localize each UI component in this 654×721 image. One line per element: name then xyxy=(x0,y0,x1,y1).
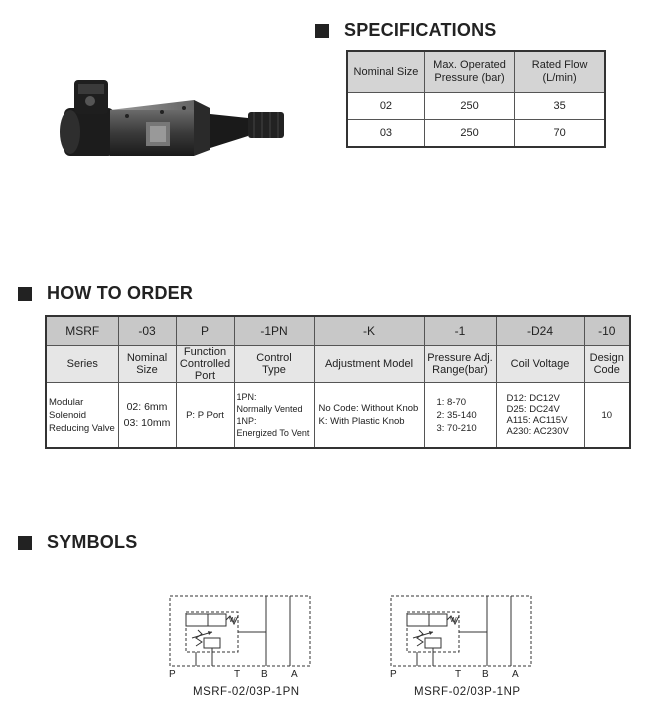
value-nominal-size: 02: 6mm 03: 10mm xyxy=(118,383,176,449)
value-row xyxy=(46,383,630,449)
port-label-b: B xyxy=(482,669,489,680)
value-design-code: 10 xyxy=(584,383,630,449)
spring-label: W xyxy=(229,617,236,624)
label-coil-voltage: Coil Voltage xyxy=(496,346,584,383)
table-row xyxy=(347,93,605,120)
header-max-pressure: Max. Operated Pressure (bar) xyxy=(424,51,514,93)
header-rated-flow: Rated Flow (L/min) xyxy=(515,51,605,93)
port-label-p: P xyxy=(169,669,176,680)
label-series: Series xyxy=(46,346,118,383)
code-cell: -1PN xyxy=(234,316,314,346)
code-row xyxy=(46,316,630,346)
code-cell: -1 xyxy=(424,316,496,346)
code-cell: MSRF xyxy=(46,316,118,346)
value-coil-voltage: D12: DC12V D25: DC24V A115: AC115V A230: AC230V xyxy=(496,383,584,449)
cell: 03 xyxy=(347,120,424,148)
order-code-table xyxy=(45,315,631,449)
label-pressure-range: Pressure Adj. Range(bar) xyxy=(424,346,496,383)
hydraulic-symbol-1np xyxy=(389,594,535,684)
cell: 250 xyxy=(424,93,514,120)
port-label-p: P xyxy=(390,669,397,680)
value-adjustment-model: No Code: Without Knob K: With Plastic Knob xyxy=(314,383,424,449)
port-label-a: A xyxy=(291,669,298,680)
cell: 70 xyxy=(515,120,605,148)
product-photo xyxy=(52,68,296,168)
cell: 250 xyxy=(424,120,514,148)
port-label-t: T xyxy=(234,669,241,680)
label-control-type: Control Type xyxy=(234,346,314,383)
value-control-type: 1PN: Normally Vented 1NP: Energized To Vent xyxy=(234,383,314,449)
code-cell: -10 xyxy=(584,316,630,346)
port-label-b: B xyxy=(261,669,268,680)
cell: 02 xyxy=(347,93,424,120)
value-series: Modular Solenoid Reducing Valve xyxy=(46,383,118,449)
code-cell: P xyxy=(176,316,234,346)
symbol-label-1np: MSRF-02/03P-1NP xyxy=(414,686,521,698)
symbol-label-1pn: MSRF-02/03P-1PN xyxy=(193,686,300,698)
specifications-table xyxy=(346,50,606,148)
label-row xyxy=(46,346,630,383)
port-label-a: A xyxy=(512,669,519,680)
table-header-row xyxy=(347,51,605,93)
heading-square-icon xyxy=(18,287,32,301)
label-adjustment-model: Adjustment Model xyxy=(314,346,424,383)
label-function-port: Function Controlled Port xyxy=(176,346,234,383)
heading-square-icon xyxy=(18,536,32,550)
table-row xyxy=(347,120,605,148)
label-design-code: Design Code xyxy=(584,346,630,383)
symbols-heading: SYMBOLS xyxy=(18,532,137,553)
code-cell: -D24 xyxy=(496,316,584,346)
how-to-order-heading: HOW TO ORDER xyxy=(18,283,193,304)
code-cell: -03 xyxy=(118,316,176,346)
label-nominal-size: Nominal Size xyxy=(118,346,176,383)
port-label-t: T xyxy=(455,669,462,680)
heading-square-icon xyxy=(315,24,329,38)
cell: 35 xyxy=(515,93,605,120)
spring-label: W xyxy=(450,617,457,624)
hydraulic-symbol-1pn xyxy=(168,594,314,684)
specifications-heading: SPECIFICATIONS xyxy=(315,20,496,41)
value-pressure-range: 1: 8-70 2: 35-140 3: 70-210 xyxy=(424,383,496,449)
value-function-port: P: P Port xyxy=(176,383,234,449)
header-nominal-size: Nominal Size xyxy=(347,51,424,93)
code-cell: -K xyxy=(314,316,424,346)
